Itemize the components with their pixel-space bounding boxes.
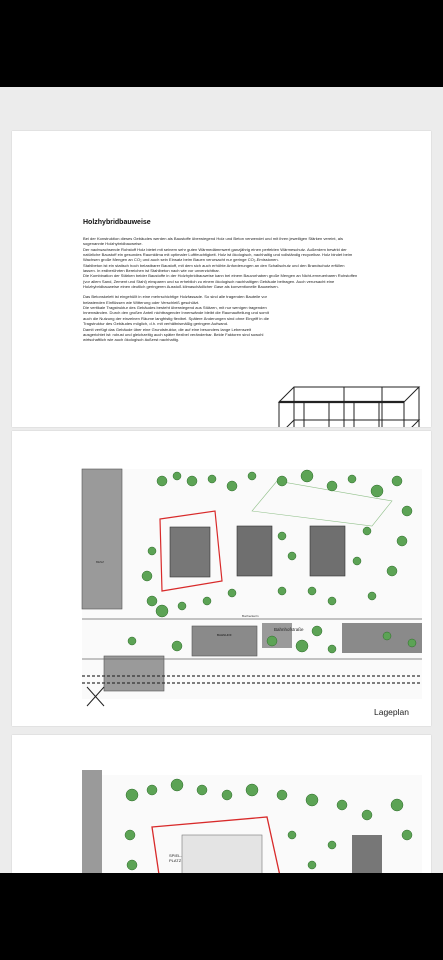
play-area-label bbox=[169, 853, 183, 863]
paragraph: Stahlbeton ist ein statisch hoch belastbarer Baustoff, mit dem sich auch erhöhte Anforderungen an den Schallschutz und den Brandschutz erfüllen lassen. In erdberührten Bereichen ist Stahlbeton nach wie vor unverzichtbar. bbox=[83, 262, 345, 274]
street-label: Bucheckerln bbox=[242, 614, 259, 618]
page-holzhybridbauweise bbox=[12, 131, 431, 427]
structural-frame-drawing bbox=[274, 372, 424, 427]
paragraph: Das Betonskelett ist eingehüllt in eine mehrschichtige Holzfassade. So sind alle tragenden Bauteile vor belastenden Einflüssen wie Witterung oder Verschleiß geschützt. bbox=[83, 294, 268, 305]
paragraph: Damit verfügt das Gebäude über eine Grundstruktur, die auf eine besonders lange Lebenszeit ausgerichtet ist: robust und gleichzeitig auch später flexibel veränderbar. Beide Faktoren sind sowohl wirtschaftlich wie auch ökologisch äußerst nachhaltig. bbox=[83, 326, 264, 343]
paragraph: Die Kombination der Stärken beider Baustoffe in der Holzhybridbauweise kann bei einem Bauvorhaben große Mengen an Nicht-erneuerbaren Rohstoffen (vor allem Sand, Zement und Stahl) einsparen und so erheblich zu einem ökologisch nachhaltigen Gebäude beitragen. Auch verursacht eine Holzhybridbauweise einen deutlich geringeren Ausstoß klimaschädlicher Gase als konventionelle Bauweisen. bbox=[83, 273, 358, 290]
site-plan bbox=[12, 431, 431, 726]
play-area-label-line: SPIEL- bbox=[169, 853, 182, 858]
plan-caption: Lageplan bbox=[374, 707, 409, 717]
page-body-text bbox=[83, 236, 358, 343]
building-label: BENZ bbox=[96, 560, 105, 564]
page-title: Holzhybridbauweise bbox=[83, 219, 151, 226]
page-site-detail bbox=[12, 735, 431, 873]
street-label: Bahnhofstraße bbox=[274, 627, 304, 632]
site-detail-plan bbox=[12, 735, 431, 873]
paragraph: Die vertikale Tragstruktur des Gebäudes besteht überwiegend aus Stützen, mit nur wenigen tragenden Innenwänden. Durch den großen Anteil nichttragender Innenwände bleibt die Raumaufteilung und somit auch die Nutzung der einzelnen Räume langfristig flexibel. Spätere Änderungen sind ohne Eingriff in die Tragstruktur des Gebäudes möglich, d.h. mit verhältnismäßig geringem Aufwand. bbox=[83, 305, 269, 327]
play-area-label-line: PLATZ bbox=[169, 858, 182, 863]
document-viewer[interactable] bbox=[0, 87, 443, 873]
paragraph: Der nachwachsende Rohstoff Holz bietet mit seinem sehr guten Wärmedämmwert ganzjährig einen perfekten Wärmeschutz. Außerdem bewirkt der natürliche Baustoff ein gesundes Raumklima mit optimaler Luftfeuchtigkeit. Holz ist ökologisch, nachhaltig und vollständig recycelbar. Holz bindet beim Wachsen große Mengen an CO₂ und auch sein Einsatz beim Bauen verursacht nur geringe CO₂-Emissionen. bbox=[83, 246, 353, 263]
page-lageplan bbox=[12, 431, 431, 726]
building-label: BAHNHOF bbox=[217, 633, 232, 637]
paragraph: Bei der Konstruktion dieses Gebäudes werden als Baustoffe überwiegend Holz und Beton verwendet und mit ihren jeweiligen Stärken vereint, als sogenannte Holzhybridbauweise. bbox=[83, 236, 343, 247]
